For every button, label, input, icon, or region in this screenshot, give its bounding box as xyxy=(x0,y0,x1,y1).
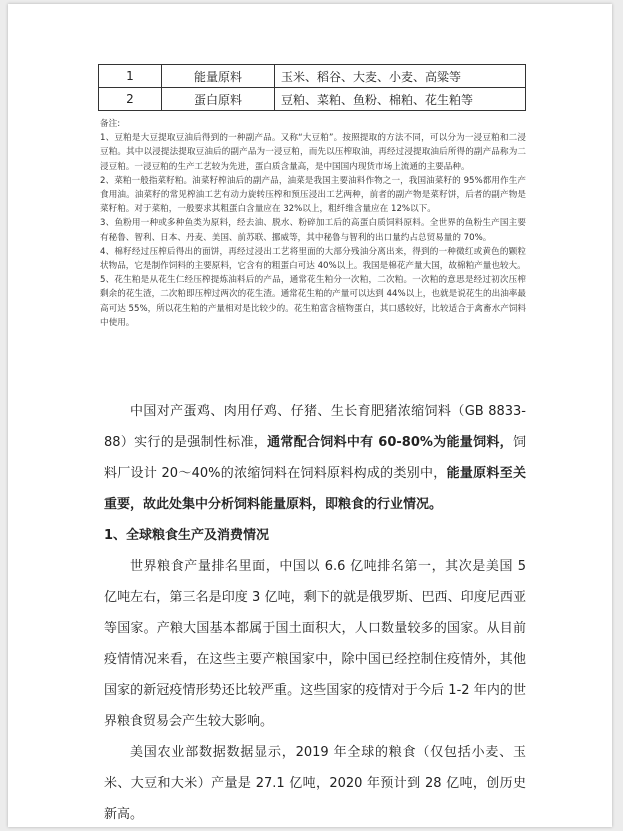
note-item: 3、鱼粉用一种或多种鱼类为原料，经去油、脱水、粉碎加工后的高蛋白质饲料原料。全世界的鱼粉生产国主要有秘鲁、智利、日本、丹麦、美国、前苏联、挪威等，其中秘鲁与智利的出口量约占总贸易量的 70%。 xyxy=(100,218,526,243)
notes-section xyxy=(100,117,526,330)
note-item: 1、豆粕是大豆提取豆油后得到的一种副产品。又称“大豆粕”。按照提取的方法不同，可以分为一浸豆粕和二浸豆粕。其中以浸提法提取豆油后的副产品为一浸豆粕，而先以压榨取油，再经过浸提取油后所得的副产品称为二浸豆粕。一浸豆粕的生产工艺较为先进，蛋白质含量高，是中国国内现货市场上流通的主要品种。 xyxy=(100,133,526,172)
notes-title: 备注: xyxy=(100,119,121,129)
paragraph-feed-standard xyxy=(104,396,526,520)
table-row xyxy=(99,88,526,111)
para-bold-text: 能量原料至关重要，故此处集中分析饲料能量原料，即粮食的行业情况。 xyxy=(104,466,526,512)
row-number: 1 xyxy=(99,65,162,88)
material-items: 玉米、稻谷、大麦、小麦、高粱等 xyxy=(275,65,526,88)
material-items: 豆粕、菜粕、鱼粉、棉粕、花生粕等 xyxy=(275,88,526,111)
table-row xyxy=(99,65,526,88)
para-text: 饲料厂设计 20～40%的浓缩饲料在饲料原料构成的类别中， xyxy=(104,435,526,481)
note-item: 5、花生粕是从花生仁经压榨提炼油料后的产品，通常花生粕分一次粕，二次粕。一次粕的意思是经过初次压榨剩余的花生渣，二次粕即压榨过两次的花生渣。通常花生粕的产量可以达到 44%以上，也就是说花生的出油率最高可达 55%，所以花生粕的产量相对是比较少的。花生粕富含植物蛋白，其口感较好，比较适合于禽畜水产饲料中使用。 xyxy=(100,275,526,328)
row-number: 2 xyxy=(99,88,162,111)
note-item: 4、棉籽经过压榨后得出的面饼，再经过浸出工艺将里面的大部分残油分离出来，得到的一种微红或黄色的颗粒状物品，它是制作饲料的主要原料，它含有的粗蛋白可达 40%以上。我国是棉花产量大国，故棉粕产量也较大。 xyxy=(100,246,526,272)
paragraph-usda-data: 美国农业部数据数据显示，2019 年全球的粮食（仅包括小麦、玉米、大豆和大米）产量是 27.1 亿吨，2020 年预计到 28 亿吨，创历史新高。 xyxy=(104,745,526,822)
material-category: 能量原料 xyxy=(162,65,275,88)
feed-materials-table xyxy=(98,64,526,111)
paragraph-world-production: 世界粮食产量排名里面，中国以 6.6 亿吨排名第一，其次是美国 5 亿吨左右，第三名是印度 3 亿吨，剩下的就是俄罗斯、巴西、印度尼西亚等国家。产粮大国基本都属于国土面积大，人口数量较多的国家。从目前疫情情况来看，在这些主要产粮国家中，除中国已经控制住疫情外，其他国家的新冠疫情形势还比较严重。这些国家的疫情对于今后 1-2 年内的世界粮食贸易会产生较大影响。 xyxy=(104,559,526,729)
note-item: 2、菜粕一般指菜籽粕。油菜籽榨油后的副产品，油菜是我国主要油料作物之一，我国油菜籽的 95%都用作生产食用油。油菜籽的常见榨油工艺有动力旋转压榨和预压浸出工艺两种，前者的副产物是菜籽饼，后者的副产物是菜籽粕。对于菜粕，一般要求其粗蛋白含量应在 32%以上，粗纤维含量应在 12%以下。 xyxy=(100,175,526,215)
para-bold-text: 通常配合饲料中有 60-80%为能量饲料， xyxy=(267,435,513,450)
main-body xyxy=(104,396,526,520)
material-category: 蛋白原料 xyxy=(162,88,275,111)
section-body xyxy=(104,520,526,830)
section-heading: 1、全球粮食生产及消费情况 xyxy=(104,528,270,543)
para-text: 中国对产蛋鸡、肉用仔鸡、仔猪、生长育肥猪浓缩饲料（GB 8833-88）实行的是强制性标准， xyxy=(104,404,526,450)
